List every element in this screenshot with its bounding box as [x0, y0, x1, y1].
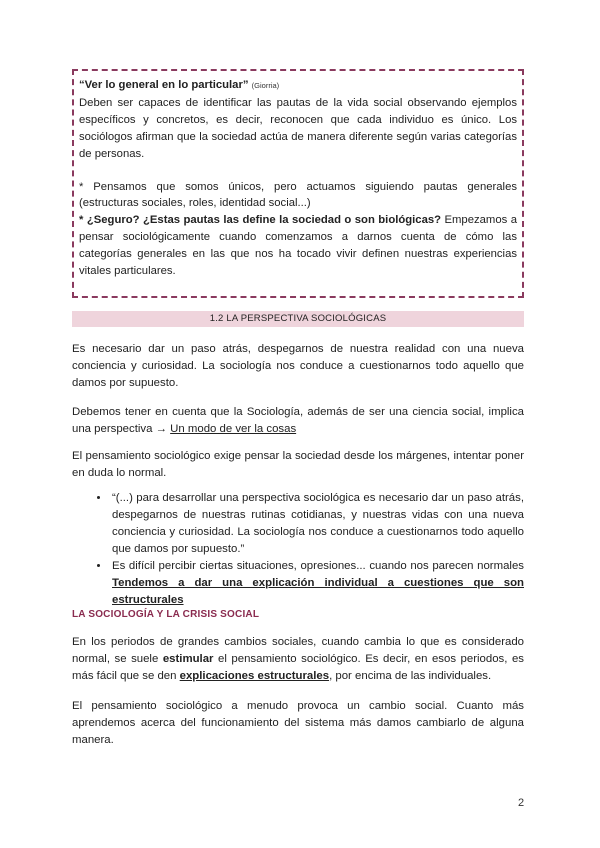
- paragraph-3: El pensamiento sociológico exige pensar la sociedad desde los márgenes, intentar poner en duda lo normal.: [72, 450, 524, 479]
- paragraph-4: [72, 634, 524, 685]
- paragraph-4-text-e: , por encima de las individuales.: [329, 670, 492, 682]
- bullet-list: [72, 490, 524, 609]
- paragraph-4-text-c: el pensamiento sociológico. Es decir, en esos periodos, es más fácil que se den: [72, 653, 524, 682]
- highlight-box: [72, 69, 524, 298]
- paragraph-2-text: Debemos tener en cuenta que la Sociología, además de ser una ciencia social, implica una perspectiva →: [72, 406, 524, 435]
- box-paragraph-2: * Pensamos que somos únicos, pero actuamos siguiendo pautas generales (estructuras sociales, roles, identidad social...): [79, 180, 517, 210]
- page-number: 2: [518, 797, 525, 809]
- paragraph-5: El pensamiento sociológico a menudo provoca un cambio social. Cuanto más aprendemos acerca del funcionamiento del sistema más damos cambiarlo de alguna manera.: [72, 700, 524, 746]
- paragraph-2: [72, 404, 524, 438]
- box-spacer: [79, 163, 517, 179]
- paragraph-1: Es necesario dar un paso atrás, despegarnos de nuestra realidad con una nueva conciencia y curiosidad. La sociología nos conduce a cuestionarnos todo aquello que damos por supuesto.: [72, 343, 524, 389]
- paragraph-2-underlined: Un modo de ver la cosas: [170, 423, 297, 435]
- box-paragraph-3: [79, 212, 517, 280]
- bullet-2-emphasis-end: estructurales: [112, 594, 184, 606]
- section-title: 1.2 LA PERSPECTIVA SOCIOLÓGICAS: [72, 311, 524, 327]
- paragraph-4-bold: estimular: [162, 653, 214, 665]
- bullet-2-text: Es difícil percibir ciertas situaciones, opresiones... cuando nos parecen normales: [112, 560, 524, 572]
- box-paragraph-3-text: Empezamos a pensar sociológicamente cuando comenzamos a darnos cuenta de cómo las categorías generales en las que nos ha tocado vivir definen nuestras experiencias vitales particulares.: [79, 214, 517, 278]
- bullet-item-quote: • “(...) para desarrollar una perspectiva sociológica es necesario dar un paso atrás, despegarnos de nuestras rutinas cotidianas, y nuestras vidas con una nueva conciencia y curiosidad. La sociología nos conduce a cuestionarnos todo aquello que damos por supuesto.”: [110, 490, 524, 558]
- box-question: * ¿Seguro? ¿Estas pautas las define la sociedad o son biológicas?: [79, 214, 442, 227]
- box-title-line: [79, 77, 517, 95]
- bullet-item-structural: [110, 558, 524, 609]
- paragraph-4-emphasis: explicaciones estructurales: [179, 670, 330, 682]
- box-paragraph-1: Deben ser capaces de identificar las pautas de la vida social observando ejemplos específicos y concretos, es decir, reconocen que cada individuo es único. Los sociólogos afirman que la sociedad actúa de manera diferente según varias categorías de personas.: [79, 96, 517, 160]
- bullet-2-emphasis: Tendemos a dar una explicación individual a cuestiones que son: [112, 577, 524, 589]
- paragraph-4-text-a: En los periodos de grandes cambios sociales, cuando cambia lo que es considerado normal, se suele: [72, 636, 524, 665]
- subheading-crisis-social: LA SOCIOLOGÍA Y LA CRISIS SOCIAL: [72, 609, 260, 620]
- box-title-note: (Giorria): [251, 81, 280, 90]
- box-title: “Ver lo general en lo particular”: [79, 79, 249, 91]
